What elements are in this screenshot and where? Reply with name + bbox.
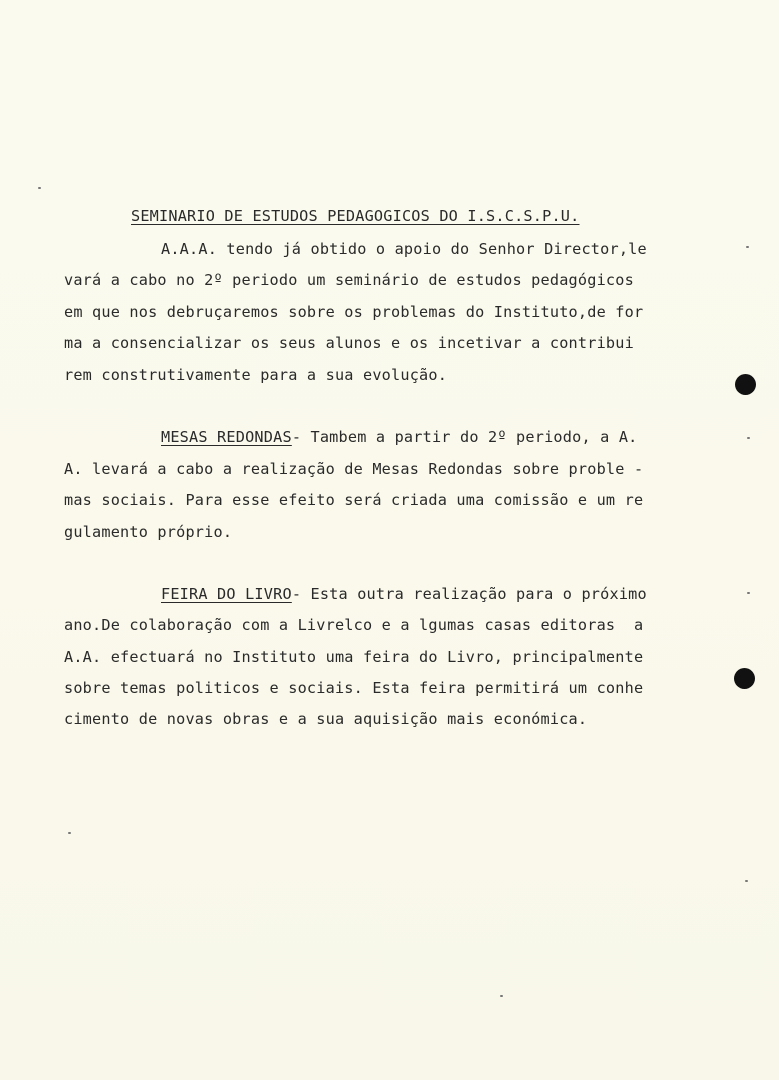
section3-line-5: cimento de novas obras e a sua aquisição mais económica. [64,710,588,728]
paper-speck [747,437,750,439]
paper-speck [745,880,748,882]
punch-hole-bottom [734,668,755,689]
paper-speck [38,187,41,189]
punch-hole-top [735,374,756,395]
section2-first-line-rest: - Tambem a partir do 2º periodo, a A. [291,428,638,446]
section1-line-3: em que nos debruçaremos sobre os problemas do Instituto,de for [64,303,644,321]
section3-line-3: A.A. efectuará no Instituto uma feira do Livro, principalmente [64,648,644,666]
document-heading: SEMINARIO DE ESTUDOS PEDAGOGICOS DO I.S.C.S.P.U. [131,207,580,225]
section1-line-4: ma a consencializar os seus alunos e os incetivar a contribui [64,334,634,352]
section2-line-3: mas sociais. Para esse efeito será criada uma comissão e um re [64,491,644,509]
paper-speck [68,832,71,834]
section1-line-2: vará a cabo no 2º periodo um seminário de estudos pedagógicos [64,271,634,289]
section2-first-line [161,427,638,447]
section2-title: MESAS REDONDAS [161,428,292,446]
section3-title: FEIRA DO LIVRO [161,585,292,603]
paper-speck [500,995,503,997]
section3-first-line-rest: - Esta outra realização para o próximo [291,585,647,603]
paper-speck [747,592,750,594]
paper-speck [746,246,749,248]
section3-first-line [161,584,647,604]
section2-line-4: gulamento próprio. [64,523,233,541]
section2-line-2: A. levará a cabo a realização de Mesas Redondas sobre proble - [64,460,644,478]
section1-line-5: rem construtivamente para a sua evolução. [64,366,448,384]
section3-line-2: ano.De colaboração com a Livrelco e a lgumas casas editoras a [64,616,644,634]
section1-line-1: A.A.A. tendo já obtido o apoio do Senhor Director,le [161,240,647,258]
section3-line-4: sobre temas politicos e sociais. Esta feira permitirá um conhe [64,679,644,697]
